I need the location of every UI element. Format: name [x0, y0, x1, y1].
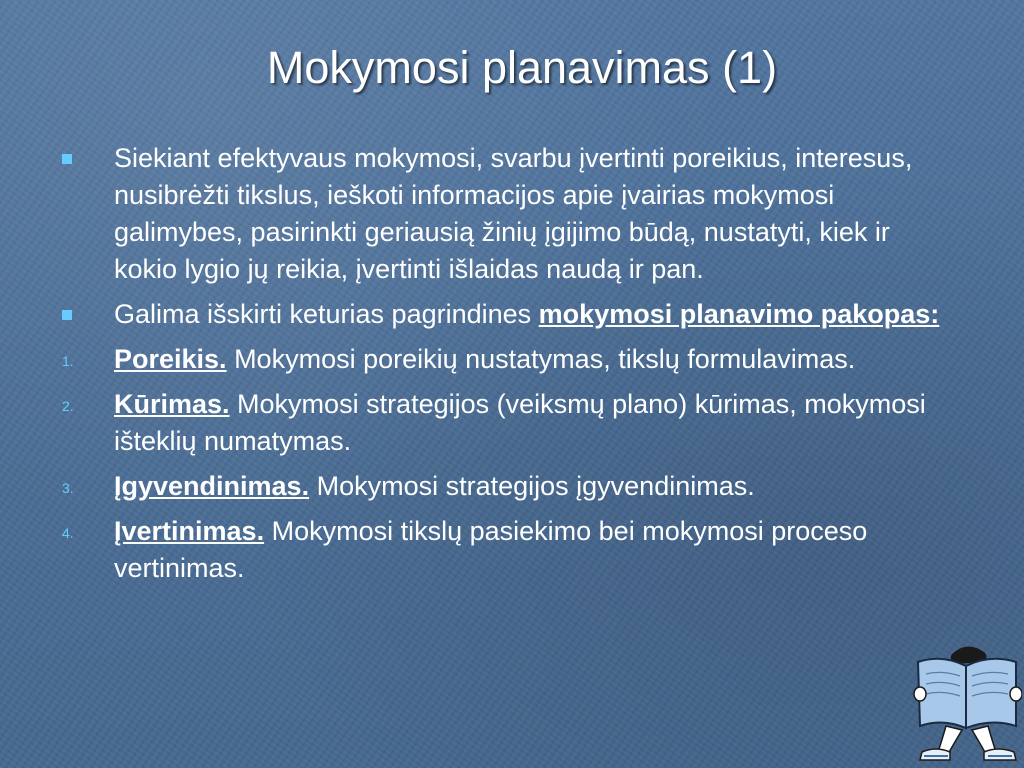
- step-number: 4.: [62, 525, 74, 541]
- square-bullet-icon: [62, 154, 72, 164]
- step-number: 3.: [62, 480, 74, 496]
- step-text: Mokymosi strategijos (veiksmų plano) kūrimas, mokymosi išteklių numatymas.: [114, 389, 926, 456]
- bullet-item: [114, 140, 944, 288]
- step-term: Poreikis.: [114, 344, 227, 374]
- numbered-item: [62, 386, 944, 460]
- bullet-emphasis: mokymosi planavimo pakopas:: [538, 299, 940, 329]
- slide-title: Mokymosi planavimas (1): [266, 42, 778, 93]
- square-bullet-icon: [62, 310, 72, 320]
- step-text: Mokymosi poreikių nustatymas, tikslų formulavimas.: [226, 344, 856, 374]
- numbered-item: [62, 468, 944, 505]
- step-number: 1.: [62, 353, 74, 369]
- step-text: Mokymosi tikslų pasiekimo bei mokymosi proceso vertinimas.: [114, 516, 868, 583]
- numbered-item: [62, 341, 944, 378]
- child-reading-book-icon: [912, 640, 1022, 766]
- slide-body: [62, 140, 944, 595]
- bullet-text: Siekiant efektyvaus mokymosi, svarbu įvertinti poreikius, interesus, nusibrėžti tikslus, ieškoti informacijos apie įvairias mokymosi galimybes, pasirinkti geriausią žinių įgijimo būdą, nustatyti, kiek ir kokio lygio jų reikia, įvertinti išlaidas naudą ir pan.: [114, 143, 913, 284]
- step-text: Mokymosi strategijos įgyvendinimas.: [309, 471, 755, 501]
- numbered-item: [62, 513, 944, 587]
- bullet-text: Galima išskirti keturias pagrindines: [114, 299, 539, 329]
- step-number: 2.: [62, 398, 74, 414]
- step-term: Kūrimas.: [114, 389, 230, 419]
- step-term: Įvertinimas.: [114, 516, 265, 546]
- step-term: Įgyvendinimas.: [114, 471, 310, 501]
- bullet-item: [114, 296, 944, 333]
